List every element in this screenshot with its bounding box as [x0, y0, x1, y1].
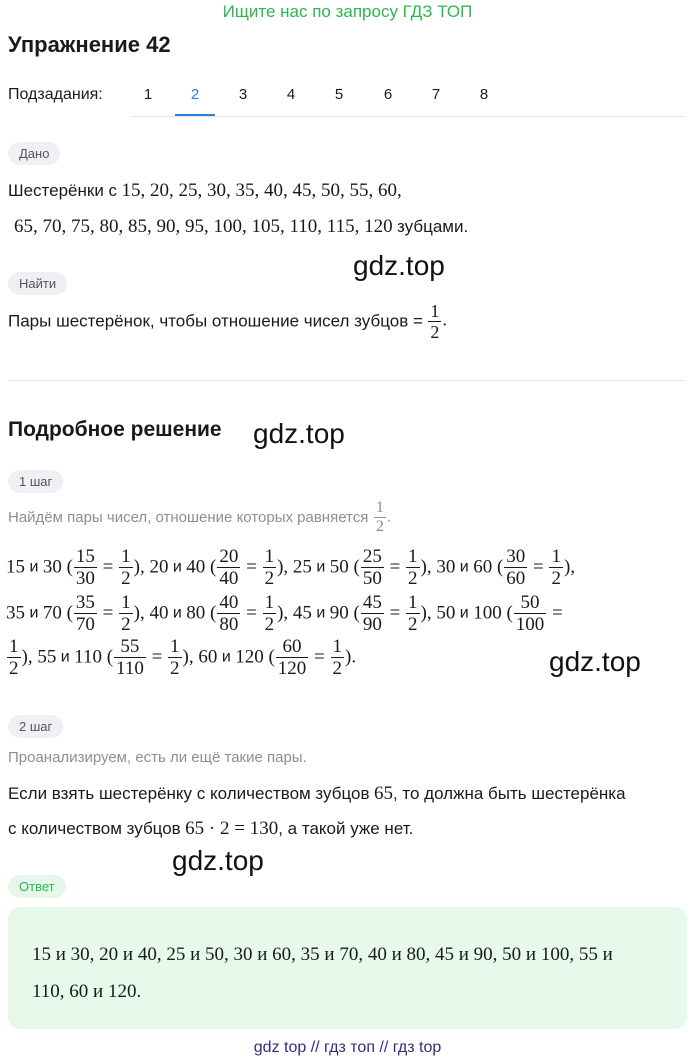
half-fraction: $\frac{1}{2}$	[408, 592, 418, 635]
pair-60-120: 60 и 120 ( $\frac{60}{120}$ = $\frac{1}{2}$ ).	[198, 636, 357, 679]
half-fraction: $\frac{1}{2}$	[408, 546, 418, 589]
subtask-tab-7[interactable]: 7	[431, 86, 441, 103]
pair-50-100: 50 и 100 ( $\frac{50}{100}$ =	[436, 592, 563, 635]
subtask-tab-2[interactable]: 2	[190, 86, 200, 103]
pair-fraction: $\frac{20}{40}$	[219, 546, 239, 589]
pair-35-70: 35 и 70 ( $\frac{35}{70}$ = $\frac{1}{2}$ ),	[6, 592, 150, 635]
pair-30-60: 30 и 60 ( $\frac{30}{60}$ = $\frac{1}{2}$ ),	[436, 546, 576, 589]
subtask-tab-4[interactable]: 4	[286, 86, 296, 103]
subtask-tab-3[interactable]: 3	[238, 86, 248, 103]
pair-50-100-continued: $\frac{1}{2}$ ),	[9, 636, 38, 679]
pair-fraction: $\frac{35}{70}$	[75, 592, 95, 635]
given-line-2	[14, 216, 468, 238]
subtask-tab-5[interactable]: 5	[334, 86, 344, 103]
pair-fraction: $\frac{45}{90}$	[362, 592, 382, 635]
step-1-chip: 1 шаг	[8, 470, 63, 493]
half-fraction: $\frac{1}{2}$	[264, 546, 275, 589]
given-numbers-2: 65, 70, 75, 80, 85, 90, 95, 100, 105, 110, 115, 120	[14, 216, 393, 237]
page-title: Упражнение 42	[8, 32, 171, 57]
step-1-hint: Найдём пары чисел, отношение которых равняется $\frac{1}{2}$ .	[8, 499, 391, 535]
given-line-1	[8, 180, 402, 202]
step-2-line-1: Если взять шестерёнку с количеством зубцов 65, то должна быть шестерёнка	[8, 783, 626, 804]
step-2-hint: Проанализируем, есть ли ещё такие пары.	[8, 749, 307, 766]
answer-line-2: 110, 60 и 120.	[32, 981, 142, 1002]
active-tab-underline	[175, 114, 215, 116]
half-fraction: $\frac{1}{2}$	[9, 636, 19, 679]
pair-fraction: $\frac{15}{30}$	[75, 546, 95, 589]
subtask-tab-8[interactable]: 8	[479, 86, 489, 103]
solution-heading: Подробное решение	[8, 418, 222, 441]
subtask-tab-6[interactable]: 6	[383, 86, 393, 103]
watermark: gdz.top	[549, 646, 641, 677]
section-divider	[8, 380, 686, 381]
find-text: Пары шестерёнок, чтобы отношение чисел зубцов =	[8, 311, 423, 331]
pair-55-110: 55 и 110 ( $\frac{55}{110}$ = $\frac{1}{2}$ ),	[37, 636, 199, 679]
pair-25-50: 25 и 50 ( $\frac{25}{50}$ = $\frac{1}{2}$ ),	[292, 546, 437, 589]
subtask-tab-1[interactable]: 1	[143, 86, 153, 103]
half-fraction: $\frac{1}{2}$	[170, 636, 180, 679]
watermark: gdz.top	[253, 418, 345, 449]
pair-fraction: $\frac{30}{60}$	[506, 546, 526, 589]
given-prefix: Шестерёнки с	[8, 181, 118, 200]
subtasks-label: Подзадания:	[8, 86, 103, 103]
pair-fraction: $\frac{40}{80}$	[219, 592, 239, 635]
given-suffix: зубцами.	[397, 217, 469, 236]
pair-40-80: 40 и 80 ( $\frac{40}{80}$ = $\frac{1}{2}$ ),	[149, 592, 293, 635]
step-2-line-2: с количеством зубцов 65 · 2 = 130, а такой уже нет.	[8, 818, 414, 839]
half-fraction: $\frac{1}{2}$	[264, 592, 275, 635]
half-fraction: $\frac{1}{2}$	[121, 546, 131, 589]
pair-15-30: 15 и 30 ( $\frac{15}{30}$ = $\frac{1}{2}$ ),	[6, 546, 150, 589]
answer-text	[32, 936, 662, 1010]
pairs-line-2	[6, 593, 563, 634]
find-line: Пары шестерёнок, чтобы отношение чисел зубцов = $\frac{1}{2}$ .	[8, 301, 448, 342]
half-fraction: $\frac{1}{2}$	[551, 546, 561, 589]
footer-links: gdz top // гдз топ // гдз top	[253, 1039, 442, 1056]
answer-chip: Ответ	[8, 875, 66, 898]
step-2-chip: 2 шаг	[8, 715, 63, 738]
pair-fraction: $\frac{50}{100}$	[515, 592, 545, 635]
given-chip: Дано	[8, 142, 60, 165]
half-fraction: $\frac{1}{2}$	[121, 592, 131, 635]
pairs-line-3	[6, 637, 356, 678]
pair-20-40: 20 и 40 ( $\frac{20}{40}$ = $\frac{1}{2}$ ),	[149, 546, 293, 589]
top-banner: Ищите нас по запросу ГДЗ ТОП	[222, 2, 473, 21]
given-numbers-1: 15, 20, 25, 30, 35, 40, 45, 50, 55, 60,	[121, 180, 402, 201]
find-chip: Найти	[8, 272, 67, 295]
find-fraction: $\frac{1}{2}$	[430, 301, 440, 342]
pair-fraction: $\frac{55}{110}$	[116, 636, 144, 679]
watermark: gdz.top	[353, 250, 445, 281]
watermark: gdz.top	[172, 845, 264, 876]
pair-45-90: 45 и 90 ( $\frac{45}{90}$ = $\frac{1}{2}$ ),	[292, 592, 437, 635]
half-fraction: $\frac{1}{2}$	[332, 636, 342, 679]
subtasks-tabs	[130, 76, 686, 117]
answer-line-1: 15 и 30, 20 и 40, 25 и 50, 30 и 60, 35 и 70, 40 и 80, 45 и 90, 50 и 100, 55 и	[32, 944, 613, 965]
pair-fraction: $\frac{25}{50}$	[362, 546, 382, 589]
pair-fraction: $\frac{60}{120}$	[277, 636, 307, 679]
pairs-line-1	[6, 547, 575, 588]
hint-fraction: $\frac{1}{2}$	[375, 499, 384, 535]
